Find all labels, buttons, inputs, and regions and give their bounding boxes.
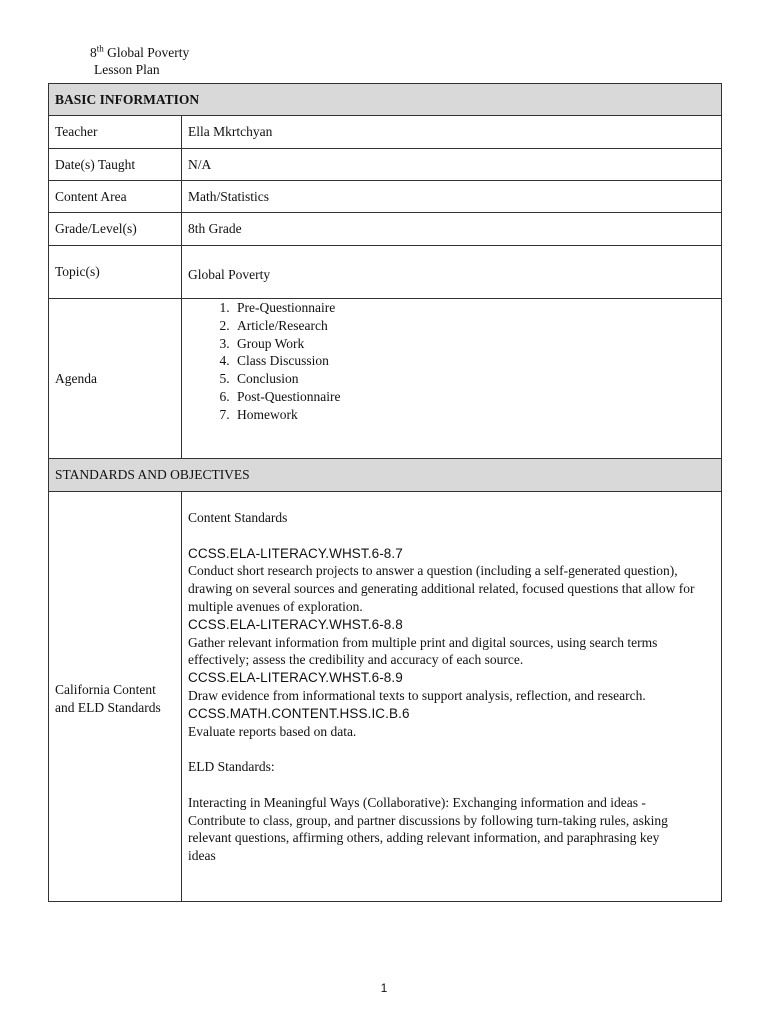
standards-content bbox=[188, 509, 713, 865]
standard-code: CCSS.ELA-LITERACY.WHST.6-8.7 bbox=[188, 545, 403, 561]
row-label: Agenda bbox=[49, 299, 182, 459]
row-content-area bbox=[49, 181, 722, 213]
agenda-list bbox=[188, 299, 715, 424]
lesson-subtitle: Lesson Plan bbox=[94, 62, 160, 77]
agenda-item: 6. Post-Questionnaire bbox=[233, 388, 715, 406]
agenda-item: 7. Homework bbox=[233, 406, 715, 424]
row-label-line: California Content bbox=[55, 682, 156, 697]
row-topic bbox=[49, 246, 722, 299]
section-basic-information bbox=[49, 84, 722, 116]
row-california-standards bbox=[49, 492, 722, 902]
row-label bbox=[49, 492, 182, 902]
section-standards-and-objectives bbox=[49, 459, 722, 492]
row-label: Date(s) Taught bbox=[49, 149, 182, 181]
agenda-item: 4. Class Discussion bbox=[233, 352, 715, 370]
standard-text: Gather relevant information from multiple print and digital sources, using search terms effectively; assess the credibility and accuracy of each source. bbox=[188, 634, 658, 668]
row-value: N/A bbox=[182, 149, 722, 181]
row-grade-level bbox=[49, 213, 722, 246]
content-standards-heading: Content Standards bbox=[188, 510, 288, 525]
standard-text: Draw evidence from informational texts to support analysis, reflection, and research. bbox=[188, 687, 646, 703]
agenda-cell bbox=[182, 299, 722, 459]
row-label-line: and ELD Standards bbox=[55, 700, 161, 715]
row-label: Content Area bbox=[49, 181, 182, 213]
section-title: STANDARDS AND OBJECTIVES bbox=[49, 459, 722, 492]
agenda-item: 1. Pre-Questionnaire bbox=[233, 299, 715, 317]
row-agenda bbox=[49, 299, 722, 459]
document-header bbox=[90, 44, 189, 78]
agenda-item: 3. Group Work bbox=[233, 335, 715, 353]
standard-text: Evaluate reports based on data. bbox=[188, 723, 357, 739]
row-label: Grade/Level(s) bbox=[49, 213, 182, 246]
row-value: Global Poverty bbox=[182, 246, 722, 299]
agenda-item: 2. Article/Research bbox=[233, 317, 715, 335]
title-text: Global Poverty bbox=[103, 45, 190, 60]
agenda-item: 5. Conclusion bbox=[233, 370, 715, 388]
standards-cell bbox=[182, 492, 722, 902]
lesson-title bbox=[90, 44, 189, 61]
grade-suffix: th bbox=[96, 43, 104, 54]
standard-code: CCSS.ELA-LITERACY.WHST.6-8.9 bbox=[188, 670, 403, 686]
standard-text: Conduct short research projects to answer a question (including a self-generated question), drawing on several sources and generating additional related, focused questions that allow for multiple avenues of exploration. bbox=[188, 563, 695, 614]
standard-code: CCSS.MATH.CONTENT.HSS.IC.B.6 bbox=[188, 705, 410, 721]
row-teacher bbox=[49, 116, 722, 149]
eld-heading: ELD Standards: bbox=[188, 759, 275, 775]
grade-number: 8 bbox=[90, 45, 97, 60]
section-title: BASIC INFORMATION bbox=[49, 84, 722, 116]
row-label: Topic(s) bbox=[49, 246, 182, 299]
standard-code: CCSS.ELA-LITERACY.WHST.6-8.8 bbox=[188, 616, 403, 632]
row-value: Ella Mkrtchyan bbox=[182, 116, 722, 149]
eld-standard-text: Interacting in Meaningful Ways (Collaborative): Exchanging information and ideas - Contribute to class, group, and partner discussions by following turn-taking rules, asking relevant questions, affirming others, adding relevant information, and paraphrasing key ideas bbox=[188, 794, 668, 864]
page-number: 1 bbox=[380, 981, 388, 995]
row-dates-taught bbox=[49, 149, 722, 181]
lesson-plan-table bbox=[48, 83, 722, 902]
row-value: Math/Statistics bbox=[182, 181, 722, 213]
row-value: 8th Grade bbox=[182, 213, 722, 246]
row-label: Teacher bbox=[49, 116, 182, 149]
